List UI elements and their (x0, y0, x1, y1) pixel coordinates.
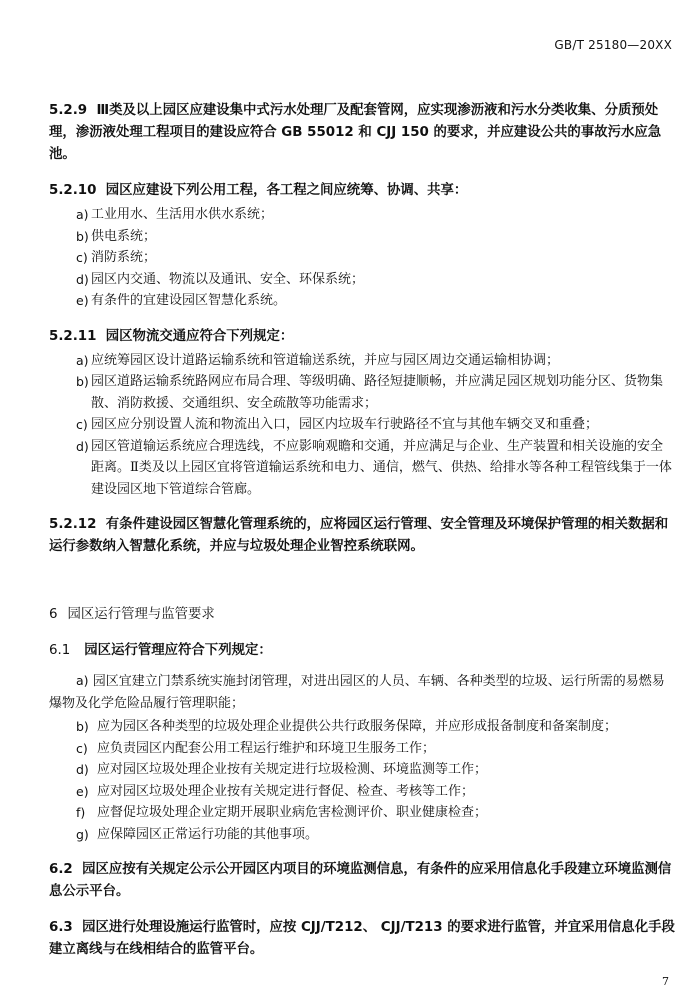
list-text: 工业用水、生活用水供水系统； (91, 207, 274, 222)
list-label: c) (76, 740, 88, 756)
clause-number: 6.2 (49, 862, 73, 877)
list-item (49, 350, 675, 372)
list-text: 园区内交通、物流以及通讯、安全、环保系统； (91, 271, 365, 287)
list-label: f) (76, 805, 86, 820)
list-item (49, 781, 675, 803)
list-label: d) (76, 438, 89, 454)
list-item (49, 371, 675, 414)
list-label: b) (76, 228, 89, 244)
clause-text: 园区运行管理应符合下列规定： (84, 643, 272, 658)
clause-6-3 (49, 917, 675, 961)
clause-number: 5.2.9 (49, 103, 88, 118)
clause-number: 6.1 (49, 643, 71, 658)
list-item (49, 247, 675, 269)
chapter-6-heading (49, 604, 675, 626)
clause-text: Ⅲ类及以上园区应建设集中式污水处理厂及配套管网，应实现渗沥液和污水分类收集、分质预处理，渗沥液处理工程项目的建设应符合 GB 55012 和 CJJ 150 的要求，并应建设公共的事故污水应急池。 (49, 103, 662, 162)
list-label: d) (76, 762, 89, 777)
list-text: 应对园区垃圾处理企业按有关规定进行督促、检查、考核等工作； (97, 783, 475, 799)
list-text: 供电系统； (91, 228, 157, 244)
clause-number: 6.3 (49, 920, 73, 935)
clause-number: 5.2.12 (49, 517, 97, 532)
list-text: 园区宜建立门禁系统实施封闭管理，对进出园区的人员、车辆、各种类型的垃圾、运行所需的易燃易爆物及化学危险品履行管理职能； (49, 674, 665, 711)
list-label: b) (76, 374, 89, 389)
list-item (49, 414, 675, 436)
list-item (49, 759, 675, 781)
clause-text: 园区进行处理设施运行监管时，应按 CJJ/T212、 CJJ/T213 的要求进行监管，并宜采用信息化手段建立离线与在线相结合的监管平台。 (49, 920, 675, 957)
list-6-1 (49, 716, 675, 845)
list-item (49, 226, 675, 248)
page-content (49, 100, 675, 961)
list-label: g) (76, 826, 89, 842)
list-text: 应督促垃圾处理企业定期开展职业病危害检测评价、职业健康检查； (97, 805, 488, 820)
list-text: 应保障园区正常运行功能的其他事项。 (97, 826, 319, 842)
list-text: 园区道路运输系统路网应布局合理、等级明确、路径短捷顺畅，并应满足园区规划功能分区、货物集散、消防救援、交通组织、安全疏散等功能需求； (91, 374, 664, 411)
list-label: a) (76, 207, 89, 222)
list-label: c) (76, 250, 88, 265)
clause-6-2 (49, 859, 675, 903)
chapter-number: 6 (49, 607, 58, 622)
clause-5-2-11 (49, 326, 675, 348)
list-item (49, 436, 675, 501)
standard-code: GB/T 25180—20XX (554, 38, 672, 52)
chapter-title: 园区运行管理与监管要求 (67, 607, 215, 622)
list-item (49, 738, 675, 760)
list-label: a) (76, 352, 89, 368)
list-item (49, 824, 675, 846)
list-label: e) (76, 783, 89, 799)
clause-text: 园区应按有关规定公示公开园区内项目的环境监测信息，有条件的应采用信息化手段建立环境监测信息公示平台。 (49, 862, 672, 899)
list-label: c) (76, 417, 88, 432)
list-text: 应统筹园区设计道路运输系统和管道输送系统，并应与园区周边交通运输相协调； (91, 352, 560, 368)
list-item (49, 802, 675, 824)
list-item (49, 290, 675, 312)
list-label: e) (76, 293, 89, 308)
list-5-2-11 (49, 350, 675, 501)
list-label: b) (76, 719, 89, 734)
clause-5-2-9 (49, 100, 675, 166)
list-text: 园区应分别设置人流和物流出入口，园区内垃圾车行驶路径不宜与其他车辆交叉和重叠； (91, 417, 599, 432)
list-item (49, 716, 675, 738)
list-item (49, 269, 675, 291)
clause-number: 5.2.10 (49, 183, 97, 198)
clause-5-2-10 (49, 180, 675, 202)
clause-text: 园区应建设下列公用工程，各工程之间应统筹、协调、共享： (105, 183, 468, 198)
list-label: a) (76, 673, 89, 688)
list-text: 园区管道输运系统应合理选线，不应影响观瞻和交通，并应满足与企业、生产装置和相关设施的安全距离。Ⅱ类及以上园区宜将管道输运系统和电力、通信，燃气、供热、给排水等各种工程管线集于一体建设园区地下管道综合管廊。 (91, 438, 672, 497)
list-text: 有条件的宜建设园区智慧化系统。 (91, 293, 287, 308)
page-number: 7 (662, 975, 669, 988)
list-label: d) (76, 271, 89, 287)
clause-5-2-12 (49, 514, 675, 558)
clause-number: 5.2.11 (49, 328, 97, 344)
clause-text: 园区物流交通应符合下列规定： (105, 328, 294, 344)
list-5-2-10 (49, 204, 675, 312)
list-item-6-1-a (49, 670, 675, 714)
list-text: 应对园区垃圾处理企业按有关规定进行垃圾检测、环境监测等工作； (97, 762, 488, 777)
list-text: 应负责园区内配套公用工程运行维护和环境卫生服务工作； (97, 740, 436, 756)
list-item (49, 204, 675, 226)
list-text: 消防系统； (91, 250, 157, 265)
clause-6-1 (49, 640, 675, 662)
list-text: 应为园区各种类型的垃圾处理企业提供公共行政服务保障，并应形成报备制度和备案制度； (97, 719, 618, 734)
clause-text: 有条件建设园区智慧化管理系统的，应将园区运行管理、安全管理及环境保护管理的相关数据和运行参数纳入智慧化系统，并应与垃圾处理企业智控系统联网。 (49, 517, 669, 554)
